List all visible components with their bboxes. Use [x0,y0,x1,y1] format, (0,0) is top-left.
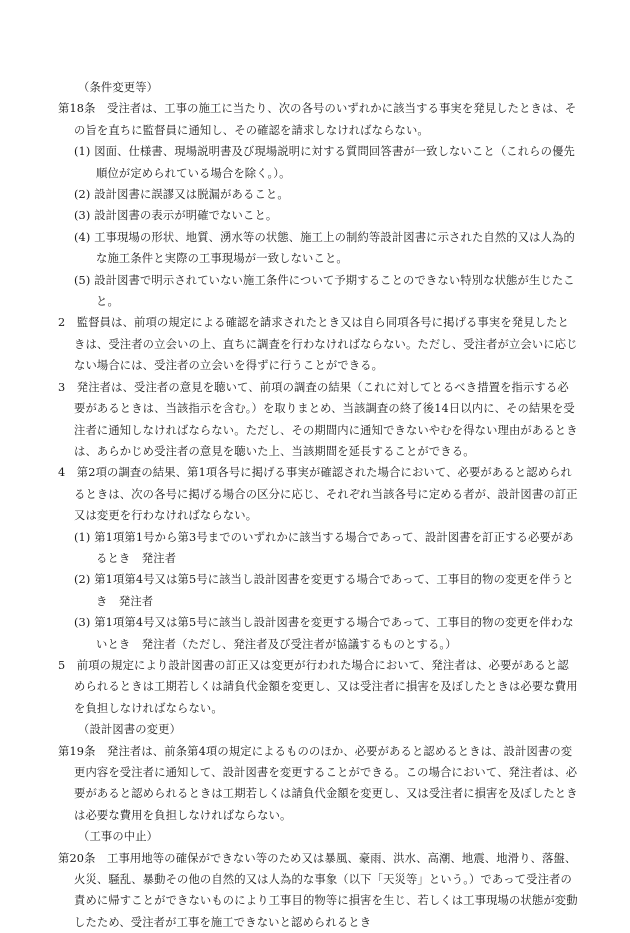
article-18-paragraph-3: 3 発注者は、受注者の意見を聴いて、前項の調査の結果（これに対してとるべき措置を指示する必要があるときは、当該指示を含む。）を取りまとめ、当該調査の終了後14日以内に、その結果を受注者に通知しなければならない。ただし、その期間内に通知できないやむを得ない理由があるときは、あらかじめ受注者の意見を聴いた上、当該期間を延長することができる。 [58,380,578,458]
article-18-paragraph-4: 4 第2項の調査の結果、第1項各号に掲げる事実が確認された場合において、必要があると認められるときは、次の各号に掲げる場合の区分に応じ、それぞれ当該各号に定める者が、設計図書の訂正又は変更を行わなければならない。 [58,466,578,523]
article-18-item-2: (2) 設計図書に誤謬又は脱漏があること。 [74,188,289,202]
section-heading-design-change: （設計図書の変更） [78,723,182,737]
article-18-p4-item-3: (3) 第1項第4号又は第5号に該当し設計図書を変更する場合であって、工事目的物の変更を伴わないとき 発注者（ただし、発注者及び受注者が協議するものとする。） [74,616,574,651]
document-body [58,77,578,933]
article-18-item-4: (4) 工事現場の形状、地質、湧水等の状態、施工上の制約等設計図書に示された自然的又は人為的な施工条件と実際の工事現場が一致しないこと。 [74,230,575,266]
section-heading-condition-change: （条件変更等） [78,81,159,94]
article-18-item-3: (3) 設計図書の表示が明確でないこと。 [74,209,278,223]
article-18-item-1: (1) 図面、仕様書、現場説明書及び現場説明に対する質問回答書が一致しないこと（これらの優先順位が定められている場合を除く。）。 [74,145,575,180]
article-18-item-5: (5) 設計図書で明示されていない施工条件について予期することのできない特別な状態が生じたこと。 [74,273,575,309]
article-18-paragraph-5: 5 前項の規定により設計図書の訂正又は変更が行われた場合において、発注者は、必要があると認められるときは工期若しくは請負代金額を変更し、又は受注者に損害を及ぼしたときは必要な費用を負担しなければならない。 [58,658,578,715]
article-18-p4-item-1: (1) 第1項第1号から第3号までのいずれかに該当する場合であって、設計図書を訂正する必要があるとき 発注者 [74,530,574,565]
article-18-p4-item-2: (2) 第1項第4号又は第5号に該当し設計図書を変更する場合であって、工事目的物の変更を伴うとき 発注者 [74,573,574,608]
article-18: 第18条 受注者は、工事の施工に当たり、次の各号のいずれかに該当する事実を発見したときは、その旨を直ちに監督員に通知し、その確認を請求しなければならない。 [58,102,577,137]
article-19: 第19条 発注者は、前条第4項の規定によるもののほか、必要があると認めるときは、設計図書の変更内容を受注者に通知して、設計図書を変更することができる。この場合において、発注者は、必要があると認められるときは工期若しくは請負代金額を変更し、又は受注者に損害を及ぼしたときは必要な費用を負担しなければならない。 [58,744,578,822]
article-18-paragraph-2: 2 監督員は、前項の規定による確認を請求されたとき又は自ら同項各号に掲げる事実を発見したときは、受注者の立会いの上、直ちに調査を行わなければならない。ただし、受注者が立会いに応じない場合には、受注者の立会いを得ずに行うことができる。 [58,316,578,373]
section-heading-work-suspension: （工事の中止） [78,830,159,844]
article-20: 第20条 工事用地等の確保ができない等のため又は暴風、豪雨、洪水、高潮、地震、地滑り、落盤、火災、騒乱、暴動その他の自然的又は人為的な事象（以下「天災等」という。）であって受注者の責めに帰すことができないものにより工事目的物等に損害を生じ、若しくは工事現場の状態が変動したため、受注者が工事を施工できないと認められるとき [58,851,578,929]
